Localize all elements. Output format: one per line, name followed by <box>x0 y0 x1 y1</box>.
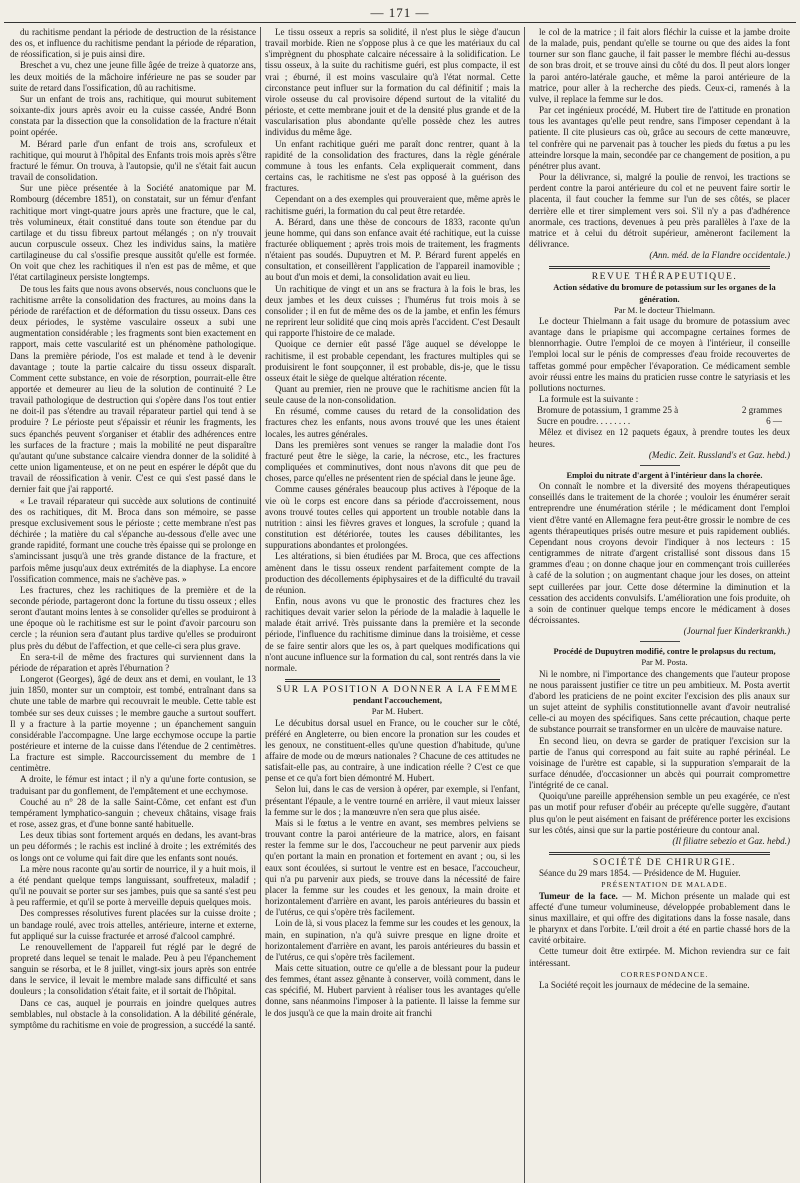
paragraph: La Société reçoit les journaux de médecine de la semaine. <box>539 979 750 990</box>
tumeur-text: — M. Michon présente un malade qui est affecté d'une tumeur volumineuse, développée probablement dans le sinus maxillaire, et qui offre des digitations dans la fosse nasale, dans le pharynx et dans l'orbite. L'œil droit a été en partie chassé hors de la cavité orbitaire. <box>529 890 790 946</box>
paragraph: M. Bérard parle d'un enfant de trois ans, scrofuleux et rachitique, qui mourut à l'hôpital des Enfants trois mois après s'être fracturé le fémur. On trouva, à l'autopsie, qu'il ne s'était fait aucun travail de consolidation. <box>10 138 256 183</box>
paragraph: Les fractures, chez les rachitiques de la première et de la seconde période, partageront donc la fortune du tissu osseux ; elles seront d'autant moins lentes à se consolider qu'elles se produiront à une époque où le rachitisme est sur le point d'avoir parcouru son cercle ; la réunion sera d'autant plus tardive qu'elles se produiront plus près du début de l'affection, et que celle-ci sera plus grave. <box>10 584 256 651</box>
section-divider <box>549 266 770 269</box>
column-left <box>6 27 260 1183</box>
dupuytren-subtitle: Procédé de Dupuytren modifié, contre le prolapsus du rectum, <box>553 647 776 657</box>
paragraph: Par cet ingénieux procédé, M. Hubert tire de l'attitude en pronation tous les avantages qu'elle peut rendre, sans l'imposer cependant à la patiente. Il cite plusieurs cas où, grâce au secours de cette manœuvre, tel confrère qui ne parvenait pas à toucher les pieds du fœtus a pu les atteindre lorsque la main, secondée par ce changement de position, a pu pénétrer plus avant. <box>529 105 790 171</box>
paragraph: Loin de là, si vous placez la femme sur les coudes et les genoux, la main, en supination, n'a qu'à suivre presque en ligne droite et horizontalement d'arrière en avant, les parois antérieures du bassin et de l'utérus, ce qui s'opère très facilement. <box>265 918 520 962</box>
paragraph: Mais cette situation, outre ce qu'elle a de blessant pour la pudeur des femmes, étant assez gênante à conserver, voilà comment, dans le cas spécifié, M. Hubert parvient à réaliser tous les avantages qu'elle donne, sans néanmoins l'imposer à la patiente. Il laisse la femme sur le dos jusqu'à ce que la main droite ait franchi <box>265 962 520 1018</box>
correspondance-label: CORRESPONDANCE. <box>620 969 709 979</box>
paragraph: « Le travail réparateur qui succède aux solutions de continuité des os rachitiques, dit M. Broca dans son mémoire, se passe presque exclusivement sous le périoste ; cette membrane n'est pas déchirée ; la matière du cal s'épanche au-dessous d'elle avec une grande rapidité, formant une couche très épaisse qui se prolonge en s'amincissant jusqu'à une très grande distance de la fracture, et parfois même jusqu'aux deux extrémités de la diaphyse. La encore l'ossification commence, mais ne s'achève pas. » <box>10 495 256 584</box>
section-subtitle: pendant l'accouchement, <box>353 696 442 706</box>
paragraph: Longerot (Georges), âgé de deux ans et demi, en voulant, le 13 juin 1850, monter sur un comptoir, est tombé, entraînant dans sa chute une table de marbre qui recouvrait le meuble. Cette table est tombée sur ses deux cuisses ; le membre gauche a surtout souffert. Il y a fracture à la partie moyenne ; un épanchement sanguin considérable l'accompagne. Une large ecchymose occupe la partie postérieure et interne de la cuisse dans l'étendue de 2 centimètres. La fracture est simple. Raccourcissement du membre de 1 centimètre. <box>10 674 256 774</box>
paragraph: Un rachitique de vingt et un ans se fractura à la fois le bras, les deux jambes et les deux cuisses ; l'humérus fut trois mois à se consolider ; il en fut de même des os de la jambe, et enfin les fémurs ne reprirent leur solidité que cinq mois après l'accident. C'est Desault qui rapporte l'histoire de ce malade. <box>265 283 520 339</box>
paragraph: Cependant on a des exemples qui prouveraient que, même après le rachitisme guéri, la formation du cal peut être retardée. <box>265 194 520 216</box>
column-middle <box>260 27 524 1183</box>
paragraph: Le tissu osseux a repris sa solidité, il n'est plus le siège d'aucun travail morbide. Rien ne s'oppose plus à ce que les matériaux du cal s'imprègnent du phosphate calcaire nécessaire à la solidification. Le tissu osseux, à la suite du rachitisme guéri, est plus compacte, il est vrai ; éburné, il est moins vasculaire qu'à l'état normal. Cette circonstance peut influer sur la formation du cal définitif ; mais la virole osseuse du cal provisoire dépend surtout de la vitalité du périoste, et cette membrane jouit et de la densité plus grande et de la vascularisation plus abondante qu'elle possède chez les autres individus du même âge. <box>265 27 520 138</box>
paragraph: Breschet a vu, chez une jeune fille âgée de treize à quatorze ans, les deux moitiés de la mâchoire inférieure ne pas se souder par suite de retard dans l'ossification, dû au rachitisme. <box>10 60 256 93</box>
citation: (Medic. Zeit. Russland's et Gaz. hebd.) <box>648 449 790 460</box>
paragraph: Sur un enfant de trois ans, rachitique, qui mourut subitement soixante-dix jours après avoir eu la cuisse cassée, André Bonn constata par la dissection que la consolidation de la fracture n'était point opérée. <box>10 93 256 138</box>
paragraph: Le docteur Thielmann a fait usage du bromure de potassium avec avantage dans le priapisme qui accompagne certaines formes de blennorrhagie. Outre l'emploi de ce moyen à l'intérieur, il conseille l'emploi local sur le pénis de compresses d'eau froide recouvertes de taffetas gommé pour empêcher l'évaporation. Ce médicament semble avoir réussi entre les mains du praticien russe contre le satyriasis et les pollutions nocturnes. <box>529 315 790 393</box>
paragraph: le col de la matrice ; il fait alors fléchir la cuisse et la jambe droite de la malade, puis, pendant qu'elle se tourne ou que des aides la font tourner sur son flanc gauche, il fait passer le membre fléchi au-dessus de son bras droit, et se trouve ainsi du côté du dos. Il peut alors longer la paroi antéro-latérale gauche, et même la paroi antérieure de la matrice, pour aller à la recherche des pieds. Ceux-ci, ramenés à la vulve, il replace la femme sur le dos. <box>529 27 790 104</box>
recipe-item: Sucre en poudre. . . . . . . . <box>537 416 631 427</box>
recipe-row <box>529 405 790 416</box>
paragraph: Ni le nombre, ni l'importance des changements que l'auteur propose ne nous paraissent justifier ce titre un peu ambitieux. M. Posta avertit d'abord les praticiens de ne point exciter l'excision des plis anaux sur un sujet atteint de syphilis constitutionnelle avant d'avoir neutralisé celle-ci au moyen des spécifiques. Sans cette précaution, chaque perte de substance pourrait se transformer en un ulcère de mauvaise nature. <box>529 668 790 735</box>
short-divider <box>640 465 680 466</box>
citation: (Journal fuer Kinderkrankh.) <box>683 626 790 637</box>
columns <box>6 27 796 1183</box>
paragraph: De tous les faits que nous avons observés, nous concluons que le rachitisme arrête la consolidation des fractures, au moins dans la période de raréfaction et de déformation du tissu osseux. Dans ces deux périodes, le système vasculaire osseux a subi une augmentation considérable ; les fragments sont bien exactement en rapport, mais cette vascularité est un phénomène pathologique. Dans la première période, l'os est malade et tend à le devenir davantage ; toute la partie calcaire du tissu osseux disparaît. Comment cette substance, en voie de résorption, pourrait-elle être apportée et demeurer au lieu de la solution de continuité ? Le travail pathologique de destruction qui s'opère dans l'os tout entier ne doit-il pas s'étendre au travail réparateur partiel qui tend à se produire ? Le périoste peut s'épaissir et réunir les fragments, les sucs épanchés peuvent s'organiser et établir des adhérences entre les surfaces de la fracture ; mais la mobilité ne peut disparaître qu'autant qu'une substance calcaire viendra donner de la solidité à cette union ligamenteuse, et on ne peut en espérer le dépôt que du travail de réossification à venir. C'est ce qui s'est passé dans le dernier fait que j'ai rapporté. <box>10 283 256 495</box>
presentation-label: PRÉSENTATION DE MALADE. <box>601 880 728 890</box>
paragraph: On connaît le nombre et la diversité des moyens thérapeutiques conseillés dans le traitement de la chorée ; vouloir les énumérer serait entreprendre une énumération stérile ; le médicament dont l'emploi vient d'être vanté en Allemagne fera peut-être grossir le nombre de ces agents thérapeutiques prisés outre mesure et puis rapidement oubliés. Cependant nous croyons devoir l'indiquer à nos lecteurs : 15 centigrammes de nitrate d'argent cristallisé sont dissous dans 15 grammes d'eau ; on donne chaque jour en commençant trois cuillerées à café de la solution ; on augmentant chaque jour les doses, on atteint sept cuillerées par jour. Cette dose détermine la diminution et la cessation des accidents convulsifs. L'amélioration une fois produite, oh a soin de continuer quelque temps encore le médicament à doses décroissantes. <box>529 481 790 625</box>
paragraph: En sera-t-il de même des fractures qui surviennent dans la période de réparation et après l'éburnation ? <box>10 651 256 673</box>
citation: (Il filiatre sebezio et Gaz. hebd.) <box>672 835 790 846</box>
paragraph: A. Bérard, dans une thèse de concours de 1833, raconte qu'un jeune homme, qui dans son enfance avait été rachitique, eut la cuisse fracturée obliquement ; après trois mois de traitement, les fragments n'étaient pas soudés. Dupuytren et M. P. Bérard furent appelés en consultation, et conseillèrent l'application de l'appareil inamovible ; au bout d'un mois et demi, la consolidation avait eu lieu. <box>265 216 520 283</box>
paragraph: En résumé, comme causes du retard de la consolidation des fractures chez les enfants, nous avons trouvé que les unes étaient locales, les autres générales. <box>265 406 520 439</box>
page-number: — 171 — <box>370 5 430 20</box>
paragraph: Des compresses résolutives furent placées sur la cuisse droite ; un bandage roulé, avec trois attelles, antérieure, interne et externe, fut appliqué sur la cuisse fracturée et arrosé d'alcool camphré. <box>10 908 256 941</box>
paragraph: Mêlez et divisez en 12 paquets égaux, à prendre toutes les deux heures. <box>529 427 790 449</box>
societe-title: SOCIÉTÉ DE CHIRURGIE. <box>592 857 737 869</box>
paragraph: Pour la délivrance, si, malgré la poulie de renvoi, les tractions se perdent contre la paroi antérieure du col et ne peuvent faire sortir le placenta, il faut coucher la femme sur l'un de ses côtés, se placer derrière elle et tirer simplement vers soi. S'il n'y a pas d'adhérence anormale, ces tractions, devenues à peu près parallèles à l'axe de la matrice et à celui du détroit supérieur, amèneront facilement la délivrance. <box>529 172 790 249</box>
paragraph: Les altérations, si bien étudiées par M. Broca, que ces affections amènent dans le tissu osseux rendent parfaitement compte de la production des décollements épiphysaires et de la difficulté du travail de réunion. <box>265 551 520 595</box>
section-divider <box>285 679 500 682</box>
paragraph: Sur une pièce présentée à la Société anatomique par M. Rombourg (décembre 1851), on constatait, sur un fémur d'enfant rachitique mort vingt-quatre jours après une fracture, que le cal, très volumineux, était constitué dans toute son étendue par du cartilage et du tissu fibreux partout mélangés ; on n'y trouvait aucun corpuscule osseux. Chez les individus sains, la matière cartilagineuse du cal s'ossifie presque aussitôt qu'elle est formée. On voit que chez les rachitiques il n'en est pas de même, et que l'état cartilagineux persiste longtemps. <box>10 183 256 283</box>
paragraph: Couché au n° 28 de la salle Saint-Côme, cet enfant est d'un tempérament lymphatico-sanguin ; cheveux châtains, visage frais et rose, assez gras, et d'une bonne santé habituelle. <box>10 796 256 830</box>
paragraph: La mère nous raconte qu'au sortir de nourrice, il y a huit mois, il a été pendant quelque temps languissant, souffreteux, maladif ; qu'il ne pouvait se porter sur ses jambes, puis que sa santé s'est peu à peu raffermie, et qu'il se porte à merveille depuis quelques mois. <box>10 863 256 908</box>
header-rule <box>4 22 796 23</box>
paragraph: A droite, le fémur est intact ; il n'y a qu'une forte contusion, se traduisant par du gonflement, de l'empâtement et une ecchymose. <box>10 774 256 796</box>
dupuytren-author: Par M. Posta. <box>641 657 688 668</box>
section-title: SUR LA POSITION A DONNER A LA FEMME <box>276 684 519 696</box>
paragraph: Dans les premières sont venues se ranger la maladie dont l'os fracturé peut être le siège, la carie, la nécrose, etc., les fractures compliquées et comminutives, dont nous n'avons dit que peu de choses, parce qu'elles ne présentent rien de spécial dans le jeune âge. <box>265 439 520 484</box>
revue-subtitle: Action sédative du bromure de potassium sur les organes de la génération. <box>553 283 776 304</box>
section-divider <box>549 852 770 855</box>
paragraph: Quoiqu'une pareille appréhension semble un peu exagérée, ce n'est pas un motif pour refuser d'obéir au précepte qu'elle suggère, d'autant plus qu'on le peut aisément en faisant de préférence porter les excisions sur les côtés, ainsi que sur la partie postérieure du contour anal. <box>529 791 790 835</box>
paragraph: Quant au premier, rien ne prouve que le rachitisme ancien fût la seule cause de la non-consolidation. <box>265 384 520 406</box>
paragraph: La formule est la suivante : <box>539 394 639 404</box>
paragraph: Comme causes générales beaucoup plus actives à l'époque de la vie où le corps est encore dans sa période d'accroissement, nous avons trouvé toutes celles qui apportent un trouble notable dans la nutrition : ainsi les fièvres graves et longues, la scrofule ; quand la constitution est détériorée, toutes les causes débilitantes, les suppurations abondantes et prolongées. <box>265 484 520 551</box>
paragraph: Enfin, nous avons vu que le pronostic des fractures chez les rachitiques devait varier selon la période de la maladie à laquelle le malade était arrivé. Très puissante dans la première et la seconde période, l'influence du rachitisme diminue dans la troisième, et cesse de se faire sentir alors que les os, à part quelques modifications qui n'ont aucune influence sur la formation du cal, sont rentrés dans la vie normale. <box>265 595 520 673</box>
revue-title: REVUE THÉRAPEUTIQUE. <box>591 271 738 283</box>
column-right <box>524 27 794 1183</box>
paragraph: Quoique ce dernier eût passé l'âge auquel se développe le rachitisme, il est probable cependant, les fractures multiples qui se produisirent le font soupçonner, il est probable, dis-je, que le tissu osseux était le siège de quelque altération récente. <box>265 339 520 383</box>
short-divider <box>640 641 680 642</box>
tumeur-lead: Tumeur de la face. <box>539 890 618 901</box>
recipe-dose: 2 grammes <box>741 405 782 416</box>
societe-session: Séance du 29 mars 1854. — Présidence de M. Huguier. <box>539 868 741 879</box>
paragraph: Le renouvellement de l'appareil fut réglé par le degré de propreté dans lequel se tenait le malade. Peu à peu l'épanchement sanguin se résorba, et le 8 juillet, vingt-six jours après son entrée dans le service, il levait le membre malade sans difficulté et sans douleurs ; la consolidation s'était faite, et il sortait de l'hôpital. <box>10 941 256 997</box>
paragraph: Selon lui, dans le cas de version à opérer, par exemple, si l'enfant, présentant l'épaule, a le ventre tourné en arrière, il vaut mieux laisser la femme sur le dos ; la manœuvre n'en sera que plus aisée. <box>265 784 520 817</box>
paragraph: Les deux tibias sont fortement arqués en dedans, les avant-bras un peu déformés ; le rachis est incliné à droite ; les extrémités des os longs ont ce volume qui fait dire que les enfants sont noués. <box>10 830 256 863</box>
paragraph <box>529 891 790 947</box>
paragraph: Un enfant rachitique guéri me paraît donc rentrer, quant à la rapidité de la consolidation des fractures, dans la règle générale commune à tous les enfants. Cela expliquerait comment, dans certains cas, le rachitisme ne s'est pas opposé à la guérison des fractures. <box>265 138 520 194</box>
recipe-row <box>529 416 790 427</box>
revue-author: Par M. le docteur Thielmann. <box>613 304 716 315</box>
paragraph: Mais si le fœtus a le ventre en avant, ses membres pelviens se trouvant contre la paroi antérieure de la matrice, alors, en faisant rester la femme sur le dos, l'accoucheur ne peut parvenir aux pieds qu'en portant la main en pronation et fortement en avant ; ou, si les eaux sont écoulées, si surtout le ventre est en besace, l'accoucheur, qui n'a pu parvenir aux pieds, se trouve dans la nécessité de faire placer la femme sur les coudes et les genoux, la main droite et horizontalement d'arrière en avant, les parois antérieures du bassin et de l'utérus, ce qui s'opère très facilement. <box>265 817 520 918</box>
paragraph: du rachitisme pendant la période de destruction de la résistance des os, et influence du rachitisme pendant la période de réparation, de réossification, si je puis ainsi dire. <box>10 27 256 60</box>
section-author: Par M. Hubert. <box>371 706 424 717</box>
recipe-dose: 6 — <box>766 416 782 427</box>
recipe-item: Bromure de potassium, 1 gramme 25 à <box>537 405 679 416</box>
paragraph: En second lieu, on devra se garder de pratiquer l'excision sur la partie de l'anus qui correspond au fait suite au raphé périnéal. Le voisinage de l'urètre est capable, si la suppuration s'emparait de la surface dénudée, d'occasionner un abcès qui pourrait compromettre l'intégrité de ce canal. <box>529 735 790 791</box>
paragraph: Cette tumeur doit être extirpée. M. Michon reviendra sur ce fait intéressant. <box>529 946 790 968</box>
nitrate-subtitle: Emploi du nitrate d'argent à l'intérieur dans la chorée. <box>566 470 763 480</box>
paragraph: Le décubitus dorsal usuel en France, ou le coucher sur le côté, préféré en Angleterre, ou bien encore la pronation sur les coudes et les genoux, ne constituent-elles qu'une question d'habitude, qu'une affaire de mode ou de mœurs nationales ? Chacune de ces attitudes ne satisfait-elle pas, au contraire, à une indication réelle ? C'est ce que pense et ce qu'a fort bien démontré M. Hubert. <box>265 717 520 784</box>
citation: (Ann. méd. de la Flandre occidentale.) <box>649 250 790 261</box>
paragraph: Dans ce cas, auquel je pourrais en joindre quelques autres semblables, nul obstacle à la consolidation. A la débilité générale, symptôme du rachitisme en voie de progression, a succédé la santé. <box>10 997 256 1030</box>
